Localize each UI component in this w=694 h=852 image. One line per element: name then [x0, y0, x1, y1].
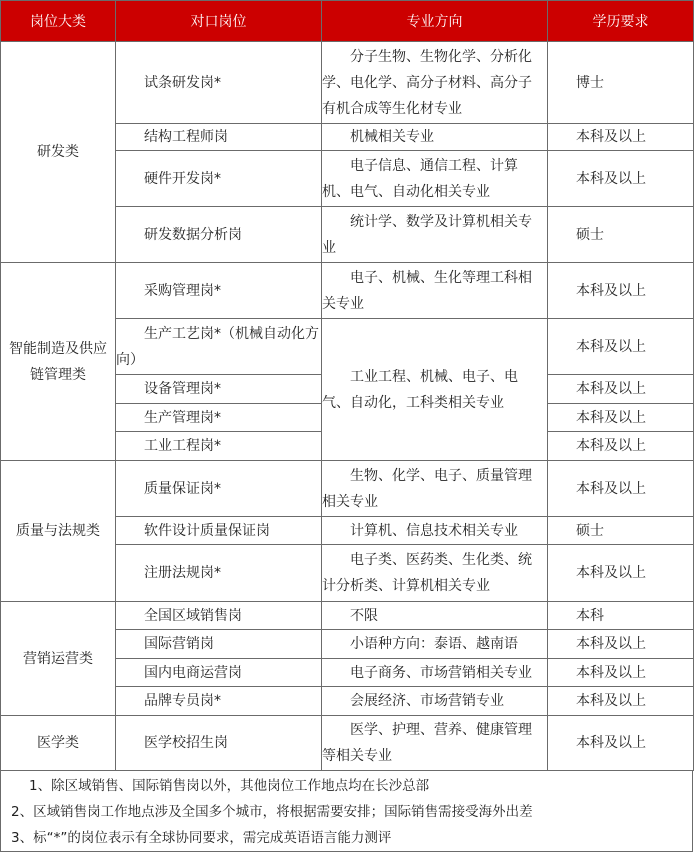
position-cell: 品牌专员岗*: [116, 687, 322, 716]
table-header-row: [1, 1, 694, 42]
major-cell: 会展经济、市场营销专业: [322, 687, 548, 716]
position-cell: 硬件开发岗*: [116, 151, 322, 207]
major-cell: 分子生物、生物化学、分析化学、电化学、高分子材料、高分子有机合成等生化材专业: [322, 42, 548, 124]
degree-cell: 本科及以上: [548, 461, 694, 517]
major-cell: 电子商务、市场营销相关专业: [322, 659, 548, 687]
table-row: [1, 602, 694, 630]
degree-cell: 硕士: [548, 517, 694, 545]
position-cell: 国际营销岗: [116, 630, 322, 659]
header-degree: 学历要求: [548, 1, 694, 42]
major-cell: 不限: [322, 602, 548, 630]
position-cell: 质量保证岗*: [116, 461, 322, 517]
major-cell: 机械相关专业: [322, 124, 548, 151]
degree-cell: 本科及以上: [548, 124, 694, 151]
position-cell: 生产工艺岗*（机械自动化方向）: [116, 319, 322, 375]
table-row: [1, 42, 694, 124]
major-cell: 计算机、信息技术相关专业: [322, 517, 548, 545]
position-cell: 国内电商运营岗: [116, 659, 322, 687]
major-cell: 统计学、数学及计算机相关专业: [322, 207, 548, 263]
position-cell: 结构工程师岗: [116, 124, 322, 151]
header-major: 专业方向: [322, 1, 548, 42]
major-cell: 电子类、医药类、生化类、统计分析类、计算机相关专业: [322, 545, 548, 602]
position-cell: 生产管理岗*: [116, 404, 322, 432]
category-cell: 质量与法规类: [1, 461, 116, 602]
header-position: 对口岗位: [116, 1, 322, 42]
degree-cell: 本科及以上: [548, 404, 694, 432]
position-cell: 设备管理岗*: [116, 375, 322, 404]
degree-cell: 博士: [548, 42, 694, 124]
degree-cell: 本科及以上: [548, 432, 694, 461]
degree-cell: 本科及以上: [548, 630, 694, 659]
position-cell: 试条研发岗*: [116, 42, 322, 124]
degree-cell: 本科及以上: [548, 375, 694, 404]
degree-cell: 硕士: [548, 207, 694, 263]
degree-cell: 本科及以上: [548, 319, 694, 375]
major-cell: 工业工程、机械、电子、电气、自动化，工科类相关专业: [322, 319, 548, 461]
table-row: [1, 461, 694, 517]
category-cell: 医学类: [1, 716, 116, 771]
table-row: [1, 716, 694, 771]
footnote: 2、区域销售岗工作地点涉及全国多个城市，将根据需要安排；国际销售需接受海外出差: [11, 804, 533, 820]
degree-cell: 本科及以上: [548, 545, 694, 602]
position-cell: 采购管理岗*: [116, 263, 322, 319]
footnote: 3、标“*”的岗位表示有全球协同要求，需完成英语语言能力测评: [11, 830, 392, 846]
position-cell: 研发数据分析岗: [116, 207, 322, 263]
header-category: 岗位大类: [1, 1, 116, 42]
footnotes: [0, 771, 693, 852]
major-cell: 电子、机械、生化等理工科相关专业: [322, 263, 548, 319]
major-cell: 小语种方向：泰语、越南语: [322, 630, 548, 659]
category-cell: 营销运营类: [1, 602, 116, 716]
category-cell: 智能制造及供应链管理类: [1, 263, 116, 461]
footnote: 1、除区域销售、国际销售岗以外，其他岗位工作地点均在长沙总部: [29, 778, 430, 794]
position-cell: 注册法规岗*: [116, 545, 322, 602]
position-cell: 工业工程岗*: [116, 432, 322, 461]
degree-cell: 本科及以上: [548, 687, 694, 716]
major-cell: 生物、化学、电子、质量管理相关专业: [322, 461, 548, 517]
degree-cell: 本科及以上: [548, 151, 694, 207]
major-cell: 电子信息、通信工程、计算机、电气、自动化相关专业: [322, 151, 548, 207]
degree-cell: 本科及以上: [548, 659, 694, 687]
position-cell: 医学校招生岗: [116, 716, 322, 771]
major-cell: 医学、护理、营养、健康管理等相关专业: [322, 716, 548, 771]
degree-cell: 本科及以上: [548, 263, 694, 319]
table-row: [1, 263, 694, 319]
degree-cell: 本科及以上: [548, 716, 694, 771]
category-cell: 研发类: [1, 42, 116, 263]
degree-cell: 本科: [548, 602, 694, 630]
position-cell: 全国区域销售岗: [116, 602, 322, 630]
position-cell: 软件设计质量保证岗: [116, 517, 322, 545]
